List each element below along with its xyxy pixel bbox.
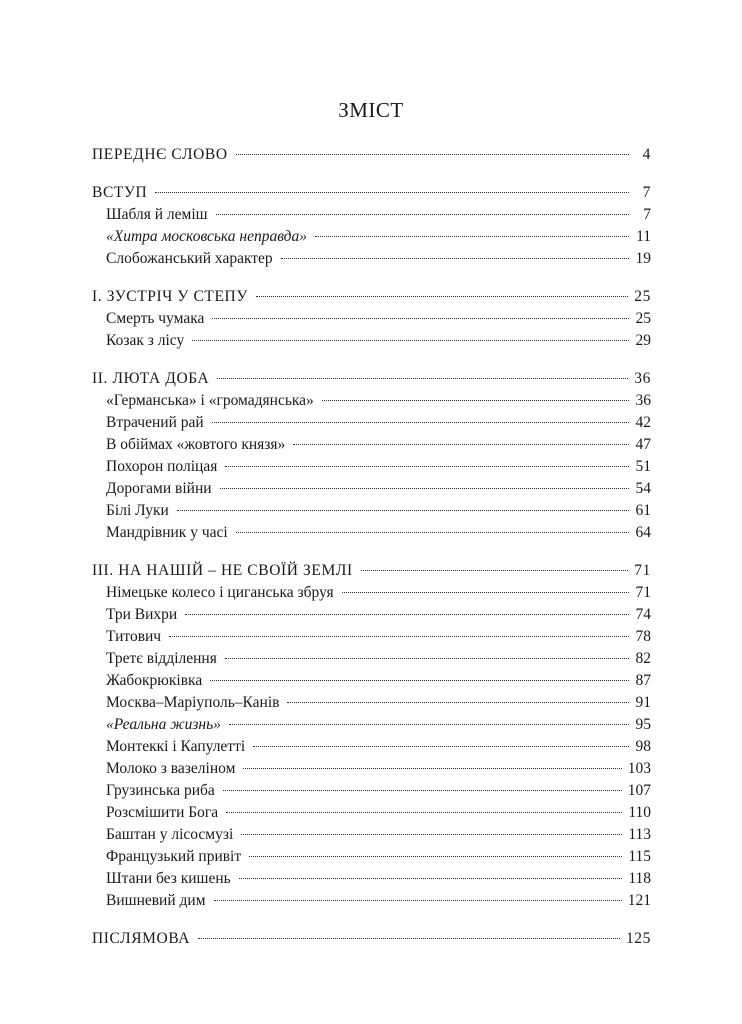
dot-leader (281, 257, 629, 259)
entry-title: Три Вихри (106, 606, 178, 623)
entry-title: Жабокрюківка (106, 672, 203, 689)
toc-entry[interactable] (92, 692, 651, 714)
dot-leader (217, 377, 628, 379)
entry-title: Вишневий дим (106, 892, 206, 909)
toc-entry[interactable] (92, 478, 651, 500)
toc-section (92, 286, 651, 352)
entry-page-number: 110 (628, 804, 651, 821)
dot-leader (229, 723, 629, 725)
toc-section (92, 182, 651, 270)
dot-leader (322, 399, 629, 401)
dot-leader (223, 789, 622, 791)
toc-entry[interactable] (92, 648, 651, 670)
entry-title: Москва–Маріуполь–Канів (106, 694, 280, 711)
toc-entry[interactable] (92, 308, 651, 330)
toc-entry[interactable] (92, 456, 651, 478)
entry-page-number: 82 (635, 650, 651, 667)
dot-leader (287, 701, 629, 703)
entry-title: «Хитра московська неправда» (106, 228, 308, 245)
dot-leader (214, 899, 622, 901)
toc-entry[interactable] (92, 802, 651, 824)
entry-page-number: 4 (642, 146, 651, 163)
dot-leader (256, 295, 628, 297)
entry-title: Розсмішити Бога (106, 804, 219, 821)
toc-entry[interactable] (92, 626, 651, 648)
dot-leader (216, 213, 629, 215)
entry-page-number: 78 (635, 628, 651, 645)
entry-page-number: 29 (635, 332, 651, 349)
page-title: ЗМІСТ (338, 98, 404, 122)
entry-page-number: 11 (636, 228, 651, 245)
dot-leader (155, 191, 629, 193)
toc-section (92, 560, 651, 912)
entry-title: ІІІ. НА НАШІЙ – НЕ СВОЇЙ ЗЕМЛІ (92, 562, 353, 579)
entry-title: Третє відділення (106, 650, 217, 667)
entry-page-number: 121 (627, 892, 651, 909)
dot-leader (212, 421, 629, 423)
toc-entry[interactable] (92, 890, 651, 912)
toc-entry[interactable] (92, 204, 651, 226)
dot-leader (315, 235, 629, 237)
entry-title: ПІСЛЯМОВА (92, 930, 191, 947)
toc-section (92, 368, 651, 544)
entry-title: Мандрівник у часі (106, 524, 228, 541)
entry-title: Грузинська риба (106, 782, 215, 799)
toc-entry[interactable] (92, 604, 651, 626)
entry-page-number: 19 (635, 250, 651, 267)
entry-title: ІІ. ЛЮТА ДОБА (92, 370, 210, 387)
toc-entry[interactable] (92, 226, 651, 248)
dot-leader (241, 833, 622, 835)
entry-title: І. ЗУСТРІЧ У СТЕПУ (92, 288, 248, 305)
entry-title: Баштан у лісосмузі (106, 826, 234, 843)
entry-page-number: 95 (635, 716, 651, 733)
toc-entry[interactable] (92, 780, 651, 802)
entry-page-number: 118 (628, 870, 651, 887)
entry-page-number: 42 (635, 414, 651, 431)
dot-leader (210, 679, 629, 681)
entry-page-number: 103 (627, 760, 651, 777)
toc-entry[interactable] (92, 390, 651, 412)
dot-leader (342, 591, 629, 593)
entry-page-number: 61 (635, 502, 651, 519)
entry-page-number: 25 (634, 288, 651, 305)
dot-leader (361, 569, 629, 571)
toc-entry[interactable] (92, 412, 651, 434)
entry-title: Дорогами війни (106, 480, 212, 497)
entry-title: Німецьке колесо і циганська збруя (106, 584, 334, 601)
entry-title: ПЕРЕДНЄ СЛОВО (92, 146, 228, 163)
entry-title: Штани без кишень (106, 870, 231, 887)
entry-page-number: 47 (635, 436, 651, 453)
entry-page-number: 71 (634, 562, 651, 579)
dot-leader (198, 937, 620, 939)
entry-page-number: 115 (628, 848, 651, 865)
toc-entry[interactable] (92, 846, 651, 868)
dot-leader (185, 613, 629, 615)
toc-entry[interactable] (92, 582, 651, 604)
toc-entry[interactable] (92, 330, 651, 352)
dot-leader (177, 509, 629, 511)
toc-entry[interactable] (92, 522, 651, 544)
dot-leader (239, 877, 623, 879)
entry-title: Шабля й леміш (106, 206, 208, 223)
entry-title: Смерть чумака (106, 310, 205, 327)
dot-leader (293, 443, 629, 445)
entry-title: Молоко з вазеліном (106, 760, 236, 777)
dot-leader (192, 339, 629, 341)
toc-section-entry[interactable] (92, 560, 651, 582)
entry-page-number: 36 (635, 392, 651, 409)
dot-leader (253, 745, 629, 747)
toc-entry[interactable] (92, 434, 651, 456)
entry-page-number: 7 (642, 184, 651, 201)
dot-leader (225, 465, 629, 467)
dot-leader (212, 317, 629, 319)
entry-title: «Германська» і «громадянська» (106, 392, 314, 409)
toc-section-entry[interactable] (92, 286, 651, 308)
entry-title: Титович (106, 628, 162, 645)
entry-page-number: 125 (625, 930, 651, 947)
entry-page-number: 25 (635, 310, 651, 327)
toc-entry[interactable] (92, 736, 651, 758)
toc-entry[interactable] (92, 670, 651, 692)
entry-title: Слобожанський характер (106, 250, 273, 267)
entry-page-number: 51 (635, 458, 651, 475)
toc-section-entry[interactable] (92, 144, 651, 166)
entry-title: Втрачений рай (106, 414, 204, 431)
entry-page-number: 113 (628, 826, 651, 843)
entry-title: В обіймах «жовтого князя» (106, 436, 286, 453)
entry-page-number: 91 (635, 694, 651, 711)
entry-page-number: 71 (635, 584, 651, 601)
entry-page-number: 36 (634, 370, 651, 387)
entry-title: Монтеккі і Капулетті (106, 738, 246, 755)
entry-title: Білі Луки (106, 502, 169, 519)
entry-page-number: 64 (635, 524, 651, 541)
entry-title: ВСТУП (92, 184, 148, 201)
entry-page-number: 107 (627, 782, 651, 799)
entry-page-number: 54 (635, 480, 651, 497)
table-of-contents (92, 144, 651, 966)
dot-leader (236, 153, 629, 155)
toc-section-entry[interactable] (92, 928, 651, 950)
toc-section-entry[interactable] (92, 368, 651, 390)
toc-entry[interactable] (92, 758, 651, 780)
toc-entry[interactable] (92, 500, 651, 522)
entry-title: Похорон поліцая (106, 458, 218, 475)
entry-page-number: 87 (635, 672, 651, 689)
dot-leader (249, 855, 622, 857)
entry-page-number: 7 (643, 206, 651, 223)
dot-leader (220, 487, 629, 489)
entry-page-number: 74 (635, 606, 651, 623)
entry-page-number: 98 (635, 738, 651, 755)
toc-entry[interactable] (92, 714, 651, 736)
toc-section (92, 144, 651, 166)
entry-title: «Реальна жизнь» (106, 716, 221, 733)
dot-leader (169, 635, 629, 637)
toc-section-entry[interactable] (92, 182, 651, 204)
dot-leader (225, 657, 629, 659)
toc-section (92, 928, 651, 950)
toc-entry[interactable] (92, 868, 651, 890)
toc-entry[interactable] (92, 248, 651, 270)
dot-leader (226, 811, 622, 813)
entry-title: Французький привіт (106, 848, 242, 865)
dot-leader (236, 531, 629, 533)
toc-entry[interactable] (92, 824, 651, 846)
dot-leader (243, 767, 621, 769)
entry-title: Козак з лісу (106, 332, 185, 349)
